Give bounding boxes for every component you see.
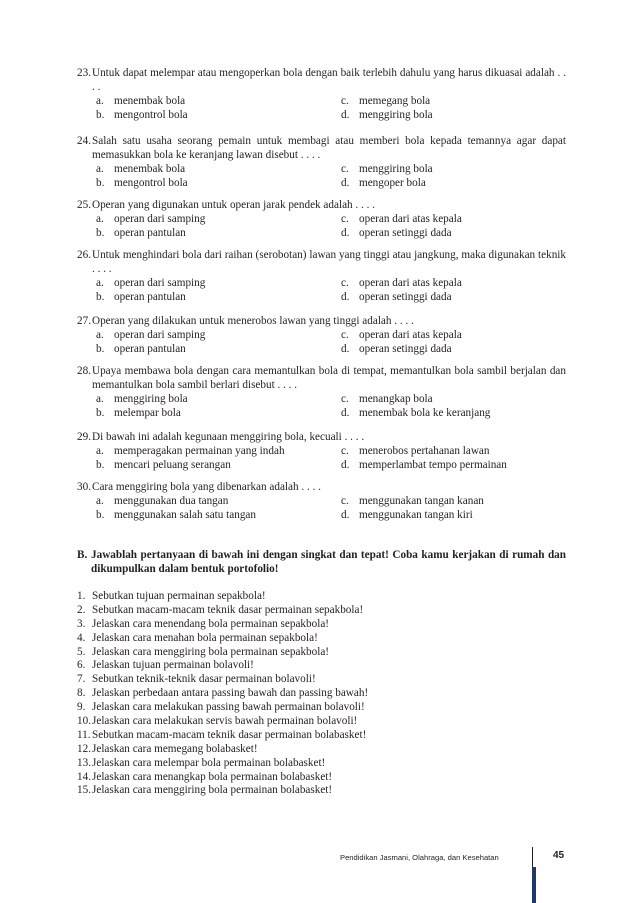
question-25 xyxy=(77,198,566,240)
question-number: 27. xyxy=(77,315,91,327)
list-item: 7. Sebutkan teknik-teknik dasar permainan bolavoli! xyxy=(77,673,316,686)
option-c: c. operan dari atas kepala xyxy=(341,277,462,289)
section-b-label: B. xyxy=(77,549,88,561)
list-item: 13. Jelaskan cara melempar bola permainan bolabasket! xyxy=(77,756,326,769)
option-a: a. menggiring bola xyxy=(96,393,188,405)
option-a: a. menggunakan dua tangan xyxy=(96,495,229,507)
question-number: 29. xyxy=(77,431,91,443)
option-b: b. operan pantulan xyxy=(96,227,186,239)
essay-question-list xyxy=(77,589,566,797)
question-28 xyxy=(77,364,566,420)
question-number: 23. xyxy=(77,67,91,79)
list-item: 15. Jelaskan cara menggiring bola permainan bolabasket! xyxy=(77,784,333,797)
list-item: 12. Jelaskan cara memegang bolabasket! xyxy=(77,742,258,755)
option-d: d. operan setinggi dada xyxy=(341,227,452,239)
question-text: Upaya membawa bola dengan cara memantulkan bola di tempat, memantulkan bola sambil berjalan dan memantulkan bola sambil berlari disebut . . . . xyxy=(92,365,566,391)
question-text: Untuk dapat melempar atau mengoperkan bola dengan baik terlebih dahulu yang harus dikuasai adalah . . . . xyxy=(92,67,566,93)
footer-book-title: Pendidikan Jasmani, Olahraga, dan Kesehatan xyxy=(340,853,499,862)
page-number: 45 xyxy=(553,850,565,861)
option-d: d. operan setinggi dada xyxy=(341,343,452,355)
list-item: 9. Jelaskan cara melakukan passing bawah permainan bolavoli! xyxy=(77,701,365,714)
option-b: b. mengontrol bola xyxy=(96,109,188,121)
option-a: a. menembak bola xyxy=(96,95,186,107)
list-item: 11. Sebutkan macam-macam teknik dasar permainan bolabasket! xyxy=(77,728,367,741)
option-c: c. memegang bola xyxy=(341,95,431,107)
list-item: 1. Sebutkan tujuan permainan sepakbola! xyxy=(77,590,266,602)
question-30 xyxy=(77,480,566,522)
question-text: Di bawah ini adalah kegunaan menggiring bola, kecuali . . . . xyxy=(92,431,365,443)
option-d: d. menggunakan tangan kiri xyxy=(341,509,473,521)
footer-divider xyxy=(532,847,533,867)
list-item: 4. Jelaskan cara menahan bola permainan sepakbola! xyxy=(77,631,318,644)
question-text: Untuk menghindari bola dari raihan (serobotan) lawan yang tinggi atau jangkung, maka digunakan teknik . . . . xyxy=(92,249,566,275)
question-text: Cara menggiring bola yang dibenarkan adalah . . . . xyxy=(92,481,321,493)
list-item: 6. Jelaskan tujuan permainan bolavoli! xyxy=(77,659,254,672)
list-item: 14. Jelaskan cara menangkap bola permainan bolabasket! xyxy=(77,770,333,783)
option-c: c. menggiring bola xyxy=(341,163,433,175)
option-c: c. operan dari atas kepala xyxy=(341,329,462,341)
list-item: 8. Jelaskan perbedaan antara passing bawah dan passing bawah! xyxy=(77,687,369,700)
option-b: b. melempar bola xyxy=(96,407,181,419)
question-text: Operan yang dilakukan untuk menerobos lawan yang tinggi adalah . . . . xyxy=(92,315,414,327)
option-a: a. menembak bola xyxy=(96,163,186,175)
option-b: b. operan pantulan xyxy=(96,343,186,355)
list-item: 3. Jelaskan cara menendang bola permainan sepakbola! xyxy=(77,617,330,630)
option-a: a. operan dari samping xyxy=(96,277,206,289)
option-c: c. menangkap bola xyxy=(341,393,433,405)
question-text: Salah satu usaha seorang pemain untuk membagi atau memberi bola kepada temannya agar dapat memasukkan bola ke keranjang lawan disebut . . . . xyxy=(92,135,566,161)
question-29 xyxy=(77,430,566,472)
option-d: d. memperlambat tempo permainan xyxy=(341,459,507,471)
option-c: c. menerobos pertahanan lawan xyxy=(341,445,490,457)
question-number: 25. xyxy=(77,199,91,211)
option-b: b. mencari peluang serangan xyxy=(96,459,231,471)
question-27 xyxy=(77,314,566,356)
question-26 xyxy=(77,248,566,304)
question-number: 26. xyxy=(77,249,91,261)
list-item: 10. Jelaskan cara melakukan servis bawah permainan bolavoli! xyxy=(77,715,358,728)
option-d: d. menembak bola ke keranjang xyxy=(341,407,491,419)
question-24 xyxy=(77,134,566,190)
section-b-instruction xyxy=(77,548,566,576)
option-b: b. mengontrol bola xyxy=(96,177,188,189)
option-a: a. operan dari samping xyxy=(96,213,206,225)
option-b: b. operan pantulan xyxy=(96,291,186,303)
option-d: d. menggiring bola xyxy=(341,109,433,121)
question-number: 24. xyxy=(77,135,91,147)
list-item: 2. Sebutkan macam-macam teknik dasar permainan sepakbola! xyxy=(77,603,364,616)
option-a: a. memperagakan permainan yang indah xyxy=(96,445,285,457)
question-23 xyxy=(77,66,566,122)
option-d: d. mengoper bola xyxy=(341,177,426,189)
question-number: 28. xyxy=(77,365,91,377)
option-b: b. menggunakan salah satu tangan xyxy=(96,509,256,521)
footer-accent-bar xyxy=(532,867,536,903)
list-item: 5. Jelaskan cara menggiring bola permainan sepakbola! xyxy=(77,645,330,658)
question-text: Operan yang digunakan untuk operan jarak pendek adalah . . . . xyxy=(92,199,376,211)
option-d: d. operan setinggi dada xyxy=(341,291,452,303)
section-b-text: Jawablah pertanyaan di bawah ini dengan singkat dan tepat! Coba kamu kerjakan di rumah dan dikumpulkan dalam bentuk portofolio! xyxy=(91,549,566,575)
option-c: c. menggunakan tangan kanan xyxy=(341,495,484,507)
question-number: 30. xyxy=(77,481,91,493)
option-c: c. operan dari atas kepala xyxy=(341,213,462,225)
option-a: a. operan dari samping xyxy=(96,329,206,341)
